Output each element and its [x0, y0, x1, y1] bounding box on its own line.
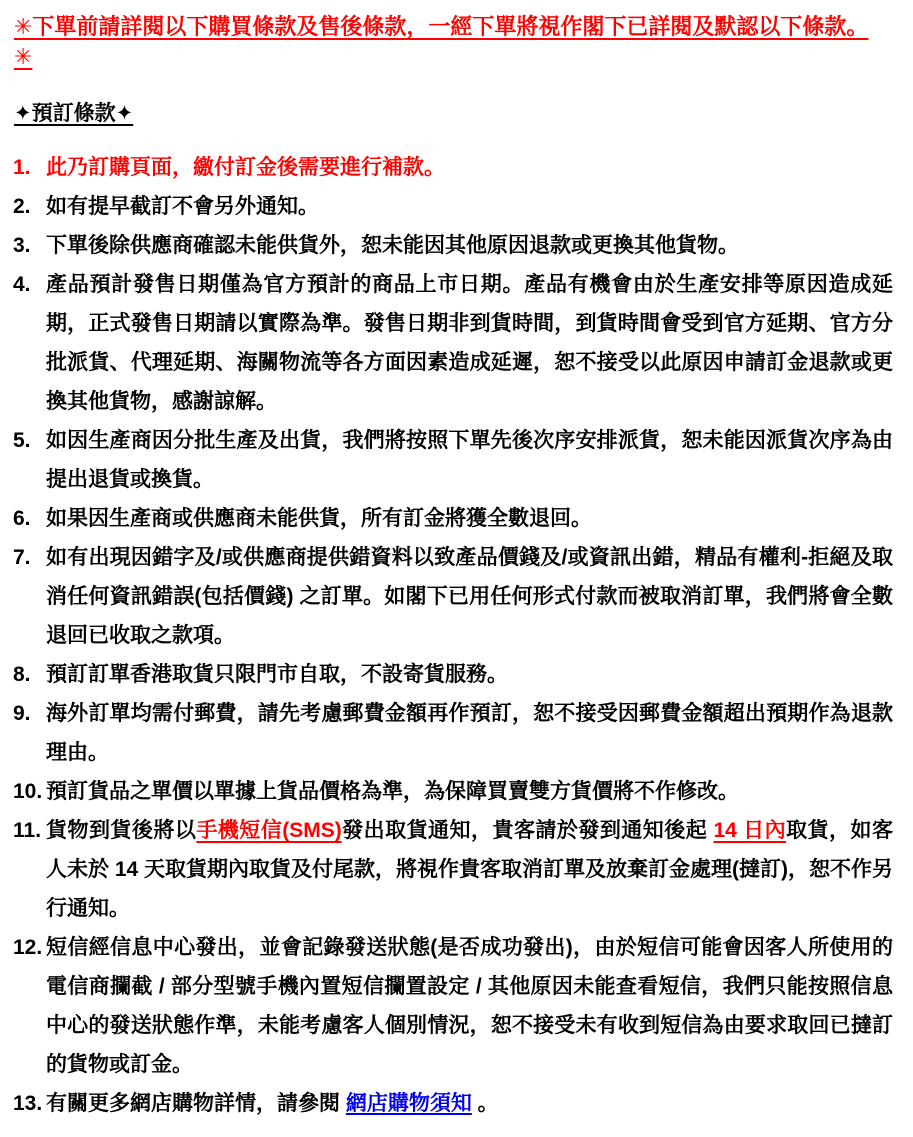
term-text: 如果因生產商或供應商未能供貨，所有訂金將獲全數退回。 — [46, 507, 592, 530]
term-number: 5. — [13, 429, 31, 452]
sms-notice-highlight: 手機短信(SMS) — [196, 819, 342, 842]
store-shopping-guide-link[interactable]: 網店購物須知 — [345, 1092, 472, 1115]
term-item-1 — [0, 148, 895, 187]
term-text: 如有出現因錯字及/或供應商提供錯資料以致產品價錢及/或資訊出錯，精品有權利-拒絕及取消任何資訊錯誤(包括價錢) 之訂單。如閣下已用任何形式付款而被取消訂單，我們將會全數退回已收取之款項。 — [46, 546, 893, 647]
term-number: 1. — [13, 156, 31, 179]
pickup-deadline-highlight: 14 日內 — [713, 819, 787, 842]
term-text: 海外訂單均需付郵費，請先考慮郵費金額再作預訂，恕不接受因郵費金額超出預期作為退款理由。 — [46, 702, 893, 764]
term-text: 如因生產商因分批生產及出貨，我們將按照下單先後次序安排派貨，恕未能因派貨次序為由提出退貨或換貨。 — [46, 429, 893, 491]
term-number: 4. — [13, 273, 31, 296]
term-text: 。 — [471, 1092, 499, 1115]
term-item-11 — [0, 811, 895, 928]
term-number: 12. — [13, 936, 43, 959]
term-number: 6. — [13, 507, 31, 530]
term-number: 8. — [13, 663, 31, 686]
term-text: 產品預計發售日期僅為官方預計的商品上市日期。產品有機會由於生產安排等原因造成延期，正式發售日期請以實際為準。發售日期非到貨時間，到貨時間會受到官方延期、官方分批派貨、代理延期、海關物流等各方面因素造成延遲，恕不接受以此原因申請訂金退款或更換其他貨物，感謝諒解。 — [46, 273, 893, 413]
term-text: 預訂貨品之單價以單據上貨品價格為準，為保障買賣雙方貨價將不作修改。 — [46, 780, 739, 803]
term-number: 7. — [13, 546, 31, 569]
term-item-9 — [0, 694, 895, 772]
term-item-13 — [0, 1084, 895, 1123]
term-text: 取貨，如客人未於 14 天取貨期內取貨及付尾款，將視作貴客取消訂單及放棄訂金處理(撻訂)，恕不作另行通知。 — [46, 819, 894, 920]
term-item-7 — [0, 538, 895, 655]
term-number: 10. — [13, 780, 43, 803]
term-number: 3. — [13, 234, 31, 257]
term-item-12 — [0, 928, 895, 1084]
term-item-8 — [0, 655, 895, 694]
terms-title: ✳下單前請詳閱以下購買條款及售後條款，一經下單將視作閣下已詳閱及默認以下條款。 ✳ — [14, 14, 869, 69]
term-text: 短信經信息中心發出，並會記錄發送狀態(是否成功發出)，由於短信可能會因客人所使用的電信商攔截 / 部分型號手機內置短信攔置設定 / 其他原因未能查看短信，我們只能按照信息中心的發送狀態作準，未能考慮客人個別情況，恕不接受未有收到短信為由要求取回已撻訂的貨物或訂金。 — [46, 936, 893, 1076]
term-item-3 — [0, 226, 895, 265]
term-text: 下單後除供應商確認未能供貨外，恕未能因其他原因退款或更換其他貨物。 — [46, 234, 739, 257]
term-number: 2. — [13, 195, 31, 218]
term-item-6 — [0, 499, 895, 538]
term-item-5 — [0, 421, 895, 499]
term-number: 11. — [13, 819, 42, 842]
term-item-2 — [0, 187, 895, 226]
term-text: 預訂訂單香港取貨只限門市自取，不設寄貨服務。 — [46, 663, 508, 686]
section-heading-preorder-terms: ✦預訂條款✦ — [14, 102, 134, 125]
term-text: 有關更多網店購物詳情，請參閱 — [46, 1092, 346, 1115]
term-text: 貨物到貨後將以 — [46, 819, 197, 842]
term-text: 發出取貨通知，貴客請於發到通知後起 — [341, 819, 714, 842]
term-text: 此乃訂購頁面，繳付訂金後需要進行補款。 — [46, 156, 445, 179]
term-number: 13. — [13, 1092, 43, 1115]
term-item-4 — [0, 265, 895, 421]
preorder-terms-list — [0, 148, 895, 1123]
term-item-10 — [0, 772, 895, 811]
term-number: 9. — [13, 702, 31, 725]
term-text: 如有提早截訂不會另外通知。 — [46, 195, 319, 218]
